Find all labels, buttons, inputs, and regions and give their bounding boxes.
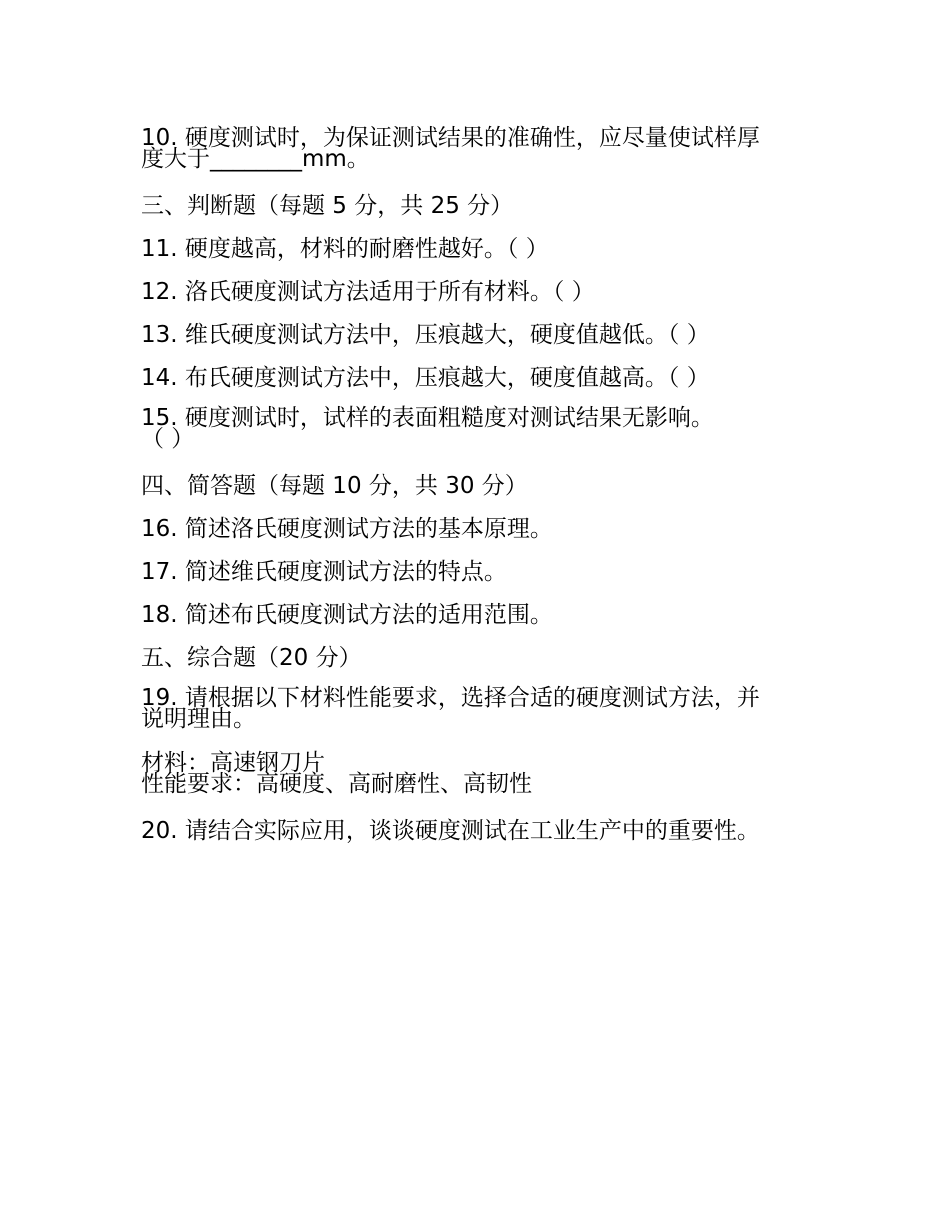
question-12: [141, 279, 811, 305]
material-line: 材料：高速钢刀片: [141, 750, 325, 776]
question-19: [141, 685, 811, 732]
section-heading-comprehensive: [141, 645, 811, 671]
section-4-title: 四、简答题（每题 10 分，共 30 分）: [141, 473, 528, 499]
question-20-text: 20. 请结合实际应用，谈谈硬度测试在工业生产中的重要性。: [141, 818, 760, 844]
question-18-text: 18. 简述布氏硬度测试方法的适用范围。: [141, 602, 553, 628]
question-19-line-1: 19. 请根据以下材料性能要求，选择合适的硬度测试方法，并: [141, 685, 760, 711]
question-11: [141, 236, 811, 262]
section-heading-short-answer: [141, 473, 811, 499]
section-5-title: 五、综合题（20 分）: [141, 645, 362, 671]
performance-requirements-line: 性能要求：高硬度、高耐磨性、高韧性: [141, 771, 532, 797]
exam-content: [141, 125, 811, 861]
question-13: [141, 322, 811, 348]
question-15-line-2: （ ）: [141, 426, 195, 452]
question-18: [141, 602, 811, 628]
question-10-line-1: 10. 硬度测试时，为保证测试结果的准确性，应尽量使试样厚: [141, 125, 760, 151]
section-3-title: 三、判断题（每题 5 分，共 25 分）: [141, 193, 514, 219]
question-20: [141, 818, 811, 844]
question-19-material: [141, 750, 811, 797]
question-12-text: 12. 洛氏硬度测试方法适用于所有材料。（ ）: [141, 279, 595, 305]
question-17: [141, 559, 811, 585]
section-heading-true-false: [141, 193, 811, 219]
question-14-text: 14. 布氏硬度测试方法中，压痕越大，硬度值越高。（ ）: [141, 365, 710, 391]
question-13-text: 13. 维氏硬度测试方法中，压痕越大，硬度值越低。（ ）: [141, 322, 710, 348]
question-19-line-2: 说明理由。: [141, 706, 256, 732]
question-17-text: 17. 简述维氏硬度测试方法的特点。: [141, 559, 507, 585]
question-10: [141, 125, 811, 172]
question-16-text: 16. 简述洛氏硬度测试方法的基本原理。: [141, 516, 553, 542]
question-14: [141, 365, 811, 391]
question-11-text: 11. 硬度越高，材料的耐磨性越好。（ ）: [141, 236, 549, 262]
question-15: [141, 405, 811, 452]
question-15-line-1: 15. 硬度测试时，试样的表面粗糙度对测试结果无影响。: [141, 405, 714, 431]
question-10-line-2: 度大于________mm。: [141, 146, 370, 172]
question-16: [141, 516, 811, 542]
